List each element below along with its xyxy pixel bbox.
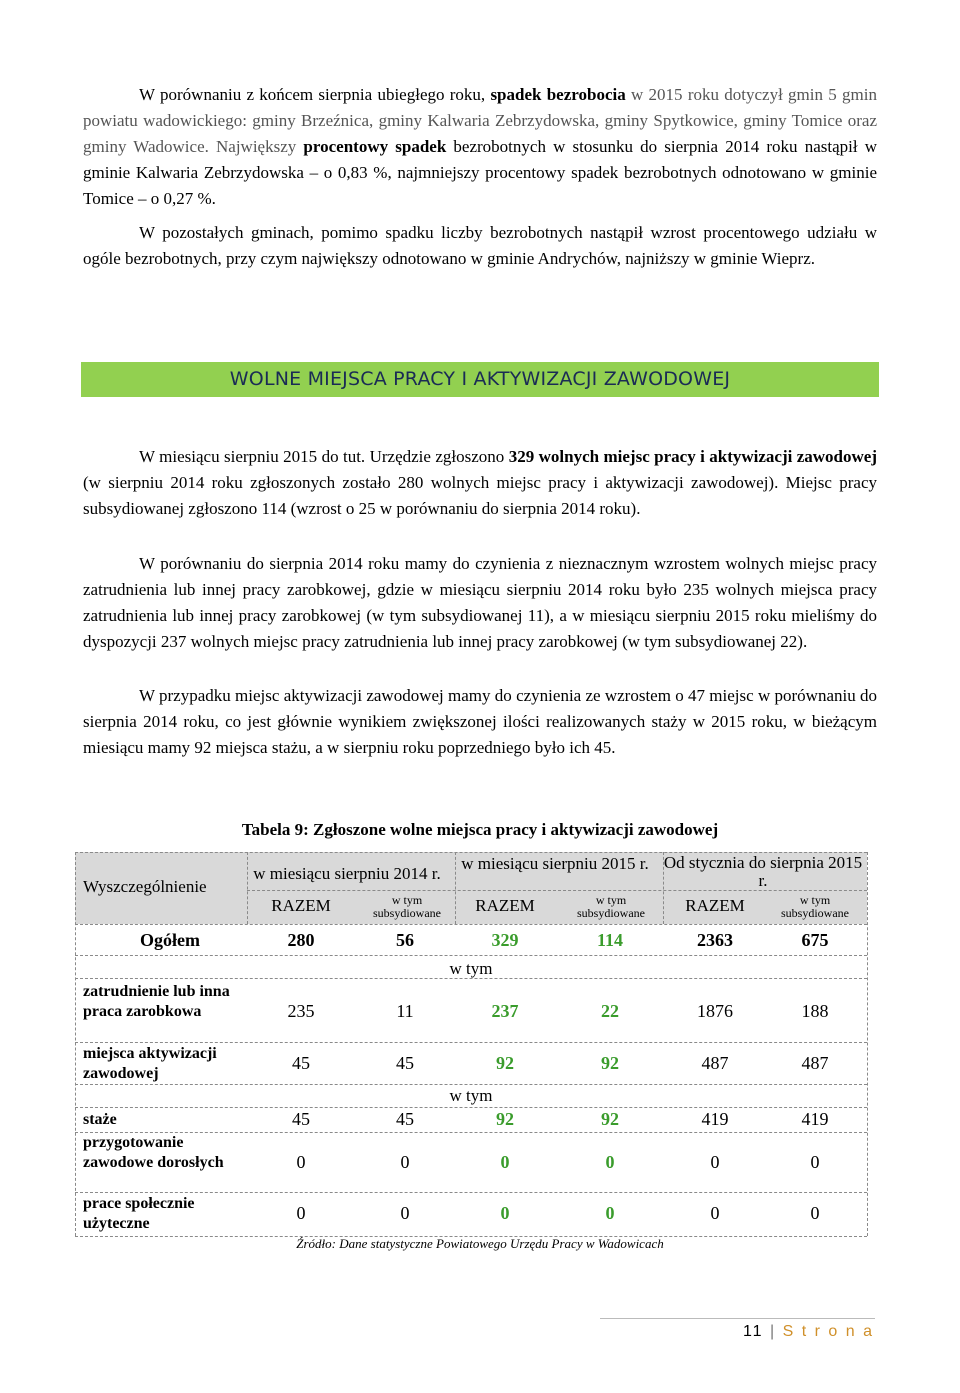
data-table [75,852,867,1238]
cell-przyg-2015-subs: 0 [605,1152,615,1172]
footer-page-word: S t r o n a [782,1323,874,1340]
wtym-label-2: w tym [449,1086,493,1105]
paragraph-2: W pozostałych gminach, pomimo spadku liczby bezrobotnych nastąpił wzrost procentowego udziału w ogóle bezrobotnych, przy czym największy odnotowano w gminie Andrychów, najniższy w gminie Wieprz. [83,223,877,268]
paragraph-1: W porównaniu z końcem sierpnia ubiegłego roku, spadek bezrobocia w 2015 roku dotyczył gmin 5 gmin powiatu wadowickiego: gminy Brzeźnica, gminy Kalwaria Zebrzydowska, gminy Spytkowice, gminy Tomice oraz gminy Wadowice. Największy procentowy spadek bezrobotnych w stosunku do sierpnia 2014 roku nastąpił w gminie Kalwaria Zebrzydowska – o 0,83 %, najmniejszy procentowy spadek bezrobotnych odnotowano w gminie Tomice – o 0,27 %. [83,85,878,208]
cell-staze-ytd-razem: 419 [701,1109,729,1129]
cell-przyg-2015-razem: 0 [500,1152,510,1172]
cell-przyg-ytd-razem: 0 [710,1152,720,1172]
cell-zatr-2015-razem: 237 [491,1001,519,1021]
cell-zatr-2014-razem: 235 [287,1001,315,1021]
header-subs-2: w tym subsydiowane [577,893,645,920]
table-source-note: Źródło: Dane statystyczne Powiatowego Urzędu Pracy w Wadowicach [296,1236,664,1251]
footer-rule [600,1318,875,1319]
wtym-label-1: w tym [449,959,493,978]
row-label-przygotowanie: przygotowanie zawodowe dorosłych [83,1134,224,1171]
header-group-2014: w miesiącu sierpniu 2014 r. [253,864,441,883]
cell-staze-ytd-subs: 419 [801,1109,829,1129]
cell-ogolem-ytd-razem: 2363 [697,930,733,950]
cell-zatr-2015-subs: 22 [601,1001,619,1021]
cell-zatr-2014-subs: 11 [396,1001,414,1021]
paragraph-5: W przypadku miejsc aktywizacji zawodowej mamy do czynienia ze wzrostem o 47 miejsc w porównaniu do sierpnia 2014 roku, co jest głównie wynikiem zwiększonej ilości realizowanych staży w 2015 roku, w bieżącym miesiącu mamy 92 miejsca stażu, a w sierpniu roku poprzedniego było ich 45. [83,686,877,757]
cell-psu-2014-razem: 0 [296,1203,306,1223]
header-subs-3: w tym subsydiowane [781,893,849,920]
row-label-ogolem: Ogółem [140,930,200,950]
cell-psu-ytd-razem: 0 [710,1203,720,1223]
footer-separator: | [770,1323,777,1340]
page-number: 11 [742,1323,764,1340]
cell-ogolem-2014-subs: 56 [396,930,414,950]
row-label-prace-spoleczne: prace społecznie użyteczne [83,1195,195,1232]
cell-staze-2015-razem: 92 [496,1109,514,1129]
cell-przyg-2014-razem: 0 [296,1152,306,1172]
table-caption: Tabela 9: Zgłoszone wolne miejsca pracy i aktywizacji zawodowej [241,820,719,839]
cell-akt-2015-subs: 92 [601,1053,619,1073]
header-subs-1: w tym subsydiowane [373,893,441,920]
section-heading-bar [81,362,879,397]
cell-staze-2015-subs: 92 [601,1109,619,1129]
paragraph-4: W porównaniu do sierpnia 2014 roku mamy do czynienia z nieznacznym wzrostem wolnych miejsc pracy zatrudnienia lub innej pracy zarobkowej, gdzie w miesiącu sierpniu 2014 roku było 235 wolnych miejsca pracy zatrudnienia lub innej pracy zarobkowej (w tym subsydiowanej 11), a w miesiącu sierpniu 2015 roku mieliśmy do dyspozycji 237 wolnych miejsc pracy zatrudnienia lub innej pracy zarobkowej (w tym subsydiowanej 22). [83,554,877,651]
page-footer [743,1323,874,1341]
cell-psu-2015-subs: 0 [605,1203,615,1223]
cell-ogolem-2015-subs: 114 [596,930,623,950]
cell-zatr-ytd-razem: 1876 [697,1001,733,1021]
cell-psu-2014-subs: 0 [400,1203,410,1223]
row-label-staze: staże [83,1111,117,1128]
header-col-label: Wyszczególnienie [83,877,207,896]
cell-ogolem-ytd-subs: 675 [801,930,829,950]
cell-staze-2014-razem: 45 [292,1109,310,1129]
cell-zatr-ytd-subs: 188 [801,1001,829,1021]
cell-przyg-ytd-subs: 0 [810,1152,820,1172]
cell-przyg-2014-subs: 0 [400,1152,410,1172]
cell-ogolem-2015-razem: 329 [491,930,519,950]
header-group-ytd: Od stycznia do sierpnia 2015 r. [663,853,863,890]
cell-akt-2014-razem: 45 [292,1053,310,1073]
header-razem-2: RAZEM [475,896,535,915]
row-label-zatrudnienie: zatrudnienie lub inna praca zarobkowa [83,983,230,1020]
cell-psu-ytd-subs: 0 [810,1203,820,1223]
cell-akt-ytd-razem: 487 [701,1053,729,1073]
cell-akt-2014-subs: 45 [396,1053,414,1073]
cell-akt-ytd-subs: 487 [801,1053,829,1073]
cell-psu-2015-razem: 0 [500,1203,510,1223]
paragraph-3: W miesiącu sierpniu 2015 do tut. Urzędzie zgłoszono 329 wolnych miejsc pracy i aktywizacji zawodowej (w sierpniu 2014 roku zgłoszonych zostało 280 wolnych miejsc pracy i aktywizacji zawodowej). Miejsc pracy subsydiowanej zgłoszono 114 (wzrost o 25 w porównaniu do sierpnia 2014 roku). [83,447,878,518]
row-label-aktywizacja: miejsca aktywizacji zawodowej [83,1045,217,1082]
section-heading: WOLNE MIEJSCA PRACY I AKTYWIZACJI ZAWODOWEJ [229,368,731,390]
cell-staze-2014-subs: 45 [396,1109,414,1129]
cell-akt-2015-razem: 92 [496,1053,514,1073]
cell-ogolem-2014-razem: 280 [287,930,315,950]
header-razem-3: RAZEM [685,896,745,915]
header-group-2015: w miesiącu sierpniu 2015 r. [461,854,649,873]
header-razem-1: RAZEM [271,896,331,915]
